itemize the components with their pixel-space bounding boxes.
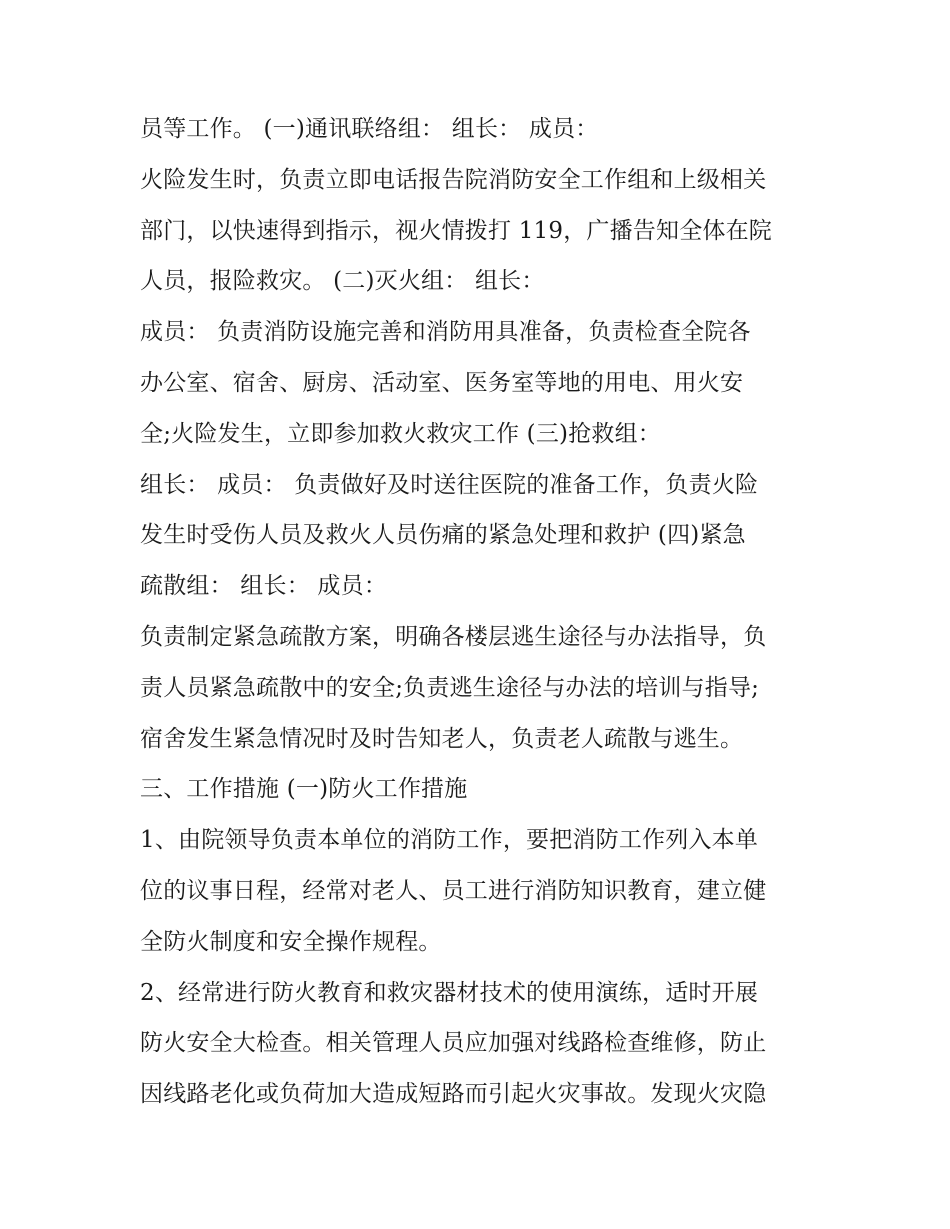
text-line: 全;火险发生，立即参加救火救灾工作 (三)抢救组： <box>140 420 662 447</box>
text-line: 发生时受伤人员及救火人员伤痛的紧急处理和救护 (四)紧急 <box>140 522 746 549</box>
text-line: 办公室、宿舍、厨房、活动室、医务室等地的用电、用火安 <box>140 369 744 396</box>
text-line: 责人员紧急疏散中的安全;负责逃生途径与办法的培训与指导; <box>140 674 760 701</box>
text-line: 疏散组： 组长： 成员： <box>140 573 388 600</box>
text-line: 1、由院领导负责本单位的消防工作，要把消防工作列入本单 <box>140 827 759 854</box>
text-line: 火险发生时，负责立即电话报告院消防安全工作组和上级相关 <box>140 166 767 193</box>
text-line: 组长： 成员： 负责做好及时送往医院的准备工作，负责火险 <box>140 471 759 498</box>
text-line: 成员： 负责消防设施完善和消防用具准备，负责检查全院各 <box>140 319 751 346</box>
text-line: 部门，以快速得到指示，视火情拨打 119，广播告知全体在院 <box>140 217 773 244</box>
text-line: 位的议事日程，经常对老人、员工进行消防知识教育，建立健 <box>140 877 767 904</box>
section-heading: 三、工作措施 (一)防火工作措施 <box>140 776 468 803</box>
text-line: 员等工作。 (一)通讯联络组： 组长： 成员： <box>140 116 599 142</box>
document-body <box>140 104 820 1120</box>
text-line: 负责制定紧急疏散方案，明确各楼层逃生途径与办法指导，负 <box>140 623 767 650</box>
text-line: 防火安全大检查。相关管理人员应加强对线路检查维修，防止 <box>140 1030 767 1057</box>
text-line: 因线路老化或负荷加大造成短路而引起火灾事故。发现火灾隐 <box>140 1081 767 1108</box>
text-line: 宿舍发生紧急情况时及时告知老人，负责老人疏散与逃生。 <box>140 725 744 752</box>
text-line: 全防火制度和安全操作规程。 <box>140 928 442 955</box>
text-line: 人员，报险救灾。 (二)灭火组： 组长： <box>140 268 545 295</box>
text-line: 2、经常进行防火教育和救灾器材技术的使用演练，适时开展 <box>140 979 759 1006</box>
